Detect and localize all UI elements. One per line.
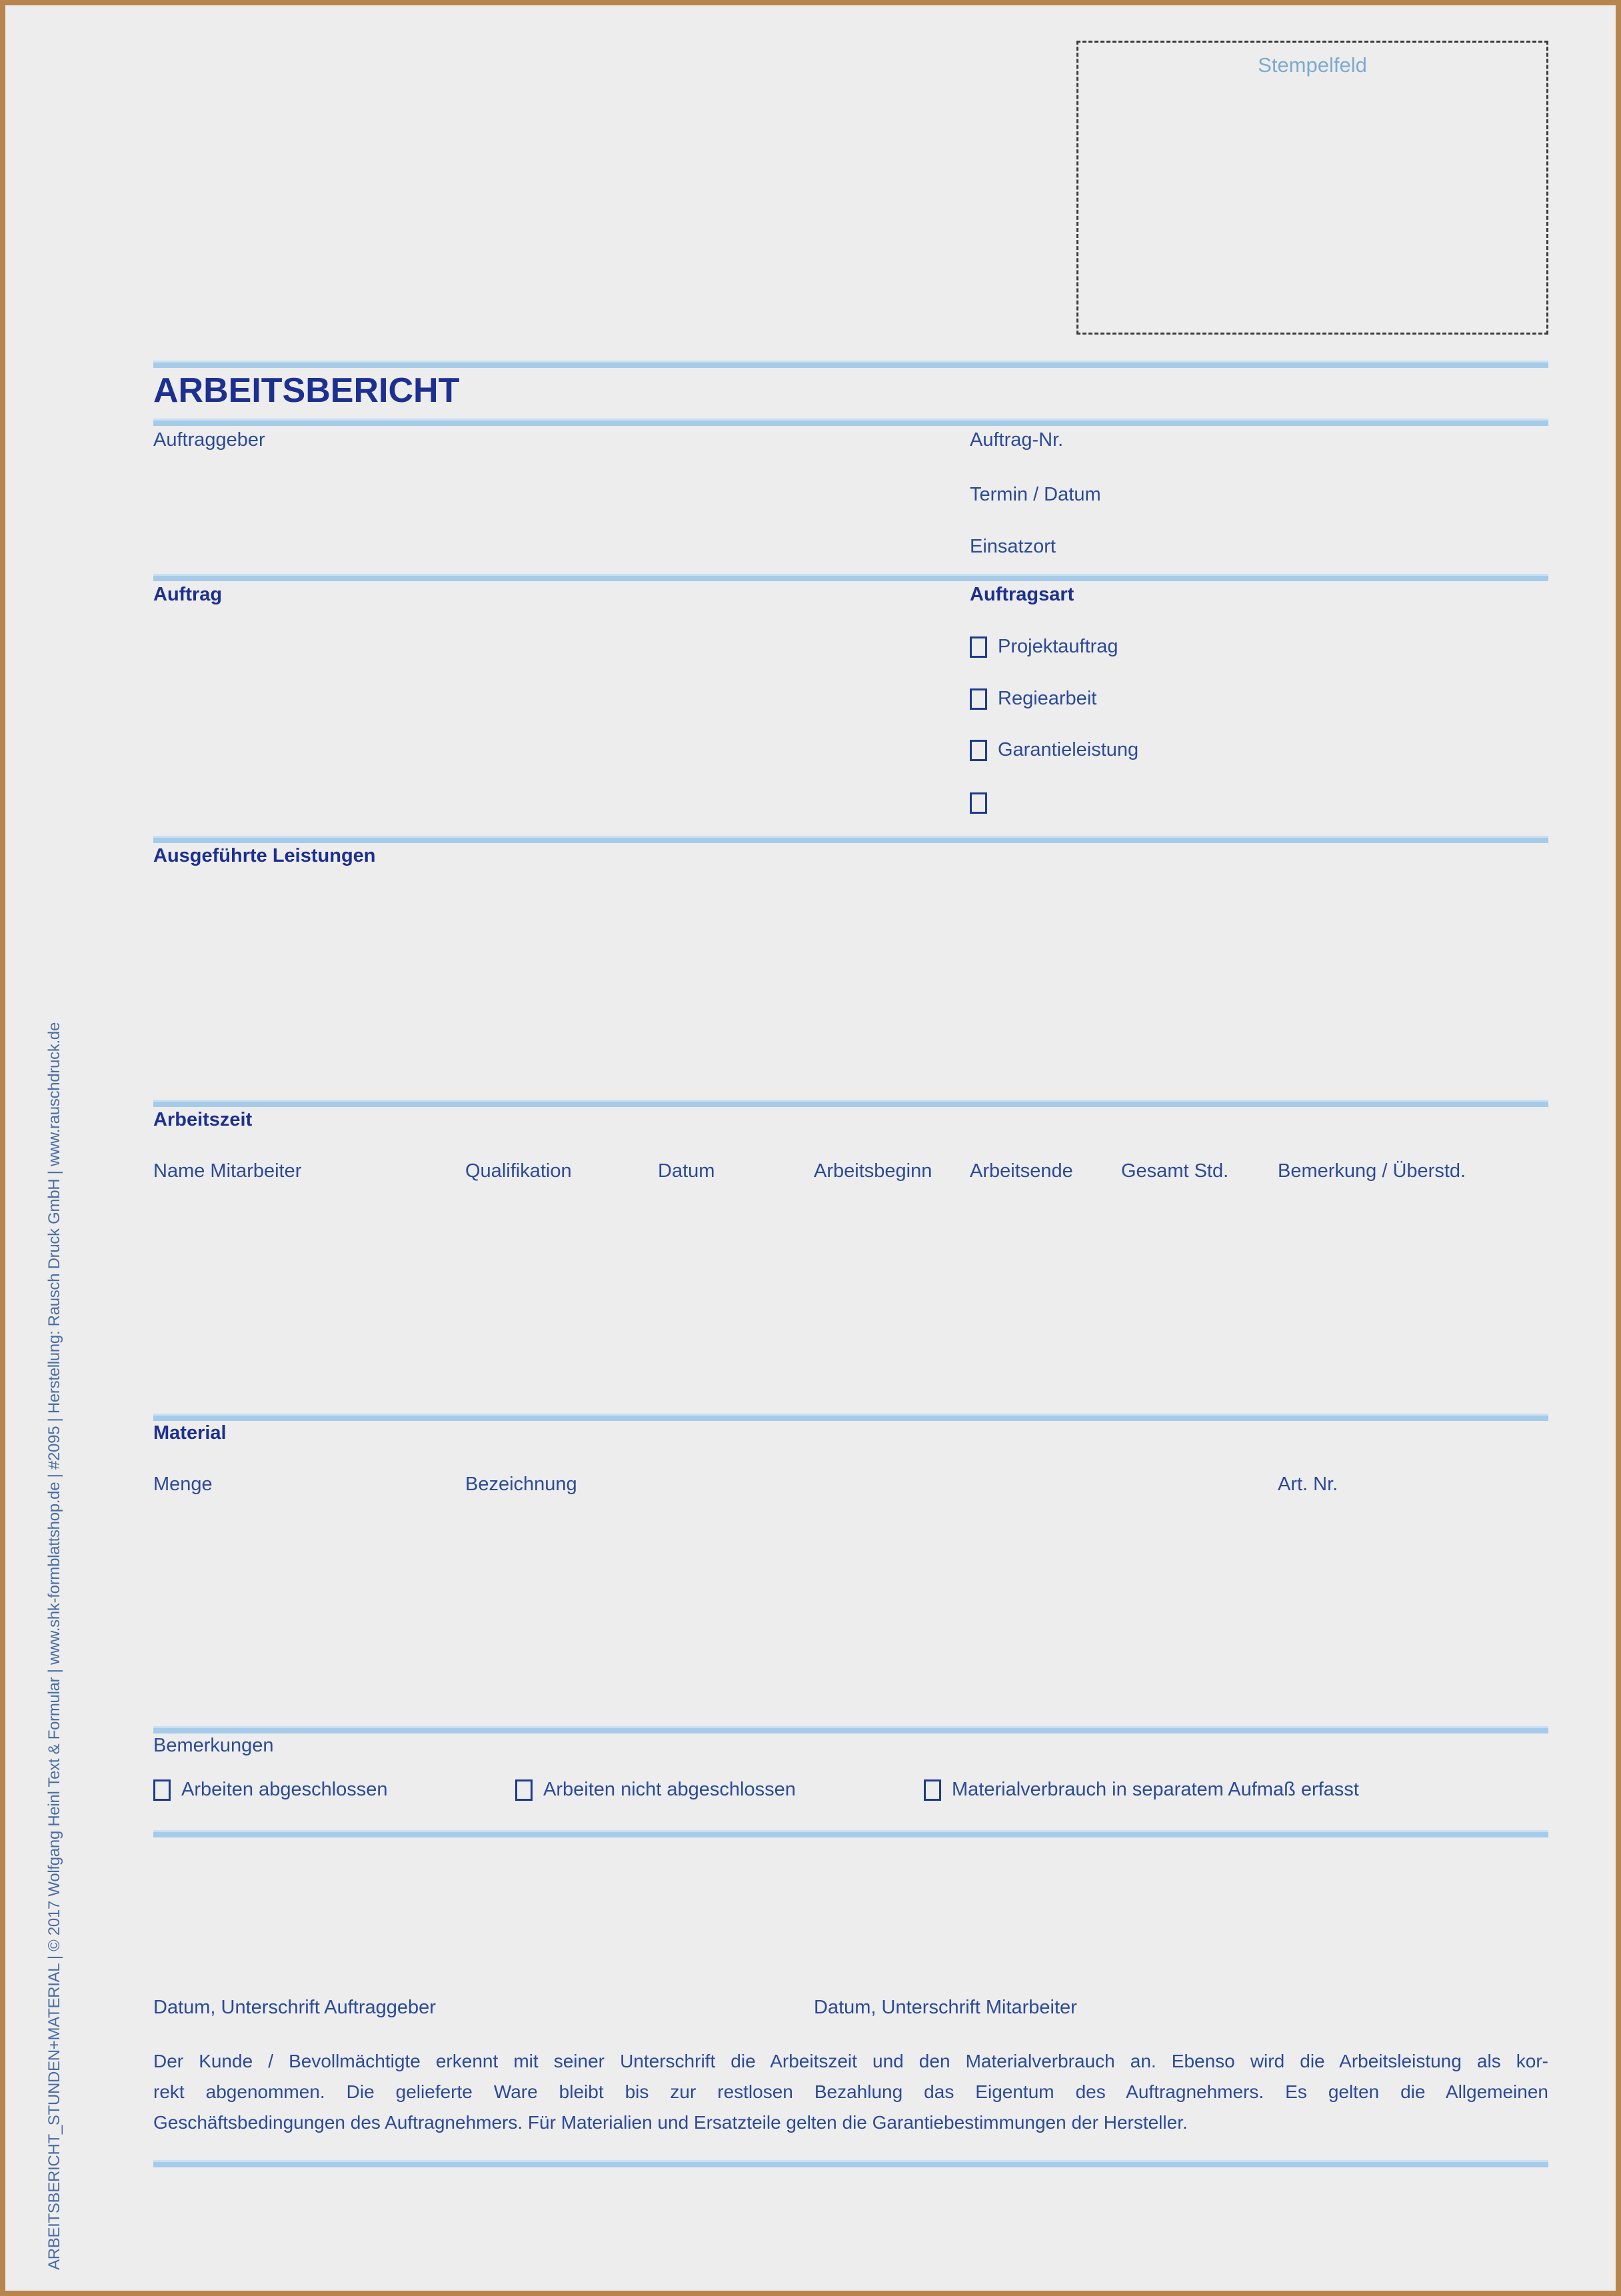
projektauftrag-label: Projektauftrag: [998, 636, 1118, 657]
worktime-col-bemerkung: Bemerkung / Überstd.: [1278, 1160, 1466, 1182]
worktime-section-heading: Arbeitszeit: [153, 1109, 253, 1130]
worktime-col-qualifikation: Qualifikation: [465, 1160, 572, 1182]
stamp-field-label: Stempelfeld: [1258, 53, 1367, 77]
order-section-heading: Auftrag: [153, 584, 223, 605]
regiearbeit-checkbox[interactable]: [970, 688, 987, 710]
divider-arbeitszeit: [153, 1100, 1548, 1107]
page-title: ARBEITSBERICHT: [153, 371, 460, 410]
divider-leistungen: [153, 836, 1548, 843]
material-col-menge: Menge: [153, 1474, 213, 1495]
legal-text-line: Der Kunde / Bevollmächtigte erkennt mit seiner Unterschrift die Arbeitszeit und den Materialverbrauch an. Ebenso wird die Arbeitsleistung als kor-: [153, 2051, 1548, 2071]
materialverbrauch-checkbox[interactable]: [924, 1779, 941, 1801]
divider-above-title: [153, 361, 1548, 368]
divider-below-title: [153, 419, 1548, 426]
garantieleistung-checkbox[interactable]: [970, 740, 987, 761]
regiearbeit-label: Regiearbeit: [998, 688, 1097, 709]
divider-material: [153, 1414, 1548, 1421]
blank-checkbox[interactable]: [970, 792, 987, 814]
divider-bemerkungen: [153, 1726, 1548, 1733]
signature-employee-label: Datum, Unterschrift Mitarbeiter: [814, 1997, 1077, 2018]
checkbox-row-materialverbrauch: [924, 1779, 1359, 1801]
arbeiten-abgeschlossen-checkbox[interactable]: [153, 1779, 171, 1801]
material-col-art-nr: Art. Nr.: [1278, 1474, 1338, 1495]
worktime-col-gesamt-std: Gesamt Std.: [1121, 1160, 1229, 1182]
projektauftrag-checkbox[interactable]: [970, 636, 987, 658]
material-col-bezeichnung: Bezeichnung: [465, 1474, 577, 1495]
location-field-label: Einsatzort: [970, 536, 1056, 557]
checkbox-row-blank: [970, 792, 998, 814]
services-section-heading: Ausgeführte Leistungen: [153, 845, 376, 866]
order-number-field-label: Auftrag-Nr.: [970, 429, 1064, 451]
legal-text-line: rekt abgenommen. Die gelieferte Ware bleibt bis zur restlosen Bezahlung das Eigentum des Auftragnehmers. Es gelten die Allgemeinen: [153, 2081, 1548, 2102]
material-section-heading: Material: [153, 1422, 227, 1444]
garantieleistung-label: Garantieleistung: [998, 739, 1139, 760]
checkbox-row-garantieleistung: [970, 739, 1138, 761]
remarks-section-heading: Bemerkungen: [153, 1735, 274, 1756]
arbeiten-nicht-abgeschlossen-checkbox[interactable]: [515, 1779, 533, 1801]
stamp-field-box: [1076, 41, 1548, 335]
worktime-col-datum: Datum: [658, 1160, 715, 1182]
checkbox-row-regiearbeit: [970, 688, 1096, 710]
sidebar-print-credit: ARBEITSBERICHT_STUNDEN+MATERIAL | © 2017 Wolfgang Heinl Text & Formular | www.shk-formblattshop.de | #2095 | Herstellung: Rausch Druck GmbH | www.rauschdruck.de: [45, 1022, 63, 2270]
divider-bottom: [153, 2160, 1548, 2167]
client-field-label: Auftraggeber: [153, 429, 265, 451]
checkbox-row-projektauftrag: [970, 636, 1118, 658]
worktime-col-arbeitsende: Arbeitsende: [970, 1160, 1073, 1182]
divider-below-bemerkungen: [153, 1830, 1548, 1837]
signature-client-label: Datum, Unterschrift Auftraggeber: [153, 1997, 436, 2018]
worktime-col-arbeitsbeginn: Arbeitsbeginn: [814, 1160, 932, 1182]
checkbox-row-arbeiten-abgeschlossen: [153, 1779, 388, 1801]
worktime-col-name: Name Mitarbeiter: [153, 1160, 302, 1182]
legal-text: [153, 2046, 1548, 2138]
order-type-heading: Auftragsart: [970, 584, 1074, 605]
legal-text-line: Geschäftsbedingungen des Auftragnehmers. Für Materialien und Ersatzteile gelten die Garantiebestimmungen der Hersteller.: [153, 2112, 1188, 2133]
materialverbrauch-label: Materialverbrauch in separatem Aufmaß erfasst: [952, 1779, 1359, 1800]
divider-auftrag: [153, 574, 1548, 581]
date-field-label: Termin / Datum: [970, 484, 1101, 505]
arbeiten-abgeschlossen-label: Arbeiten abgeschlossen: [181, 1779, 388, 1800]
arbeiten-nicht-abgeschlossen-label: Arbeiten nicht abgeschlossen: [543, 1779, 796, 1800]
checkbox-row-arbeiten-nicht-abgeschlossen: [515, 1779, 796, 1801]
